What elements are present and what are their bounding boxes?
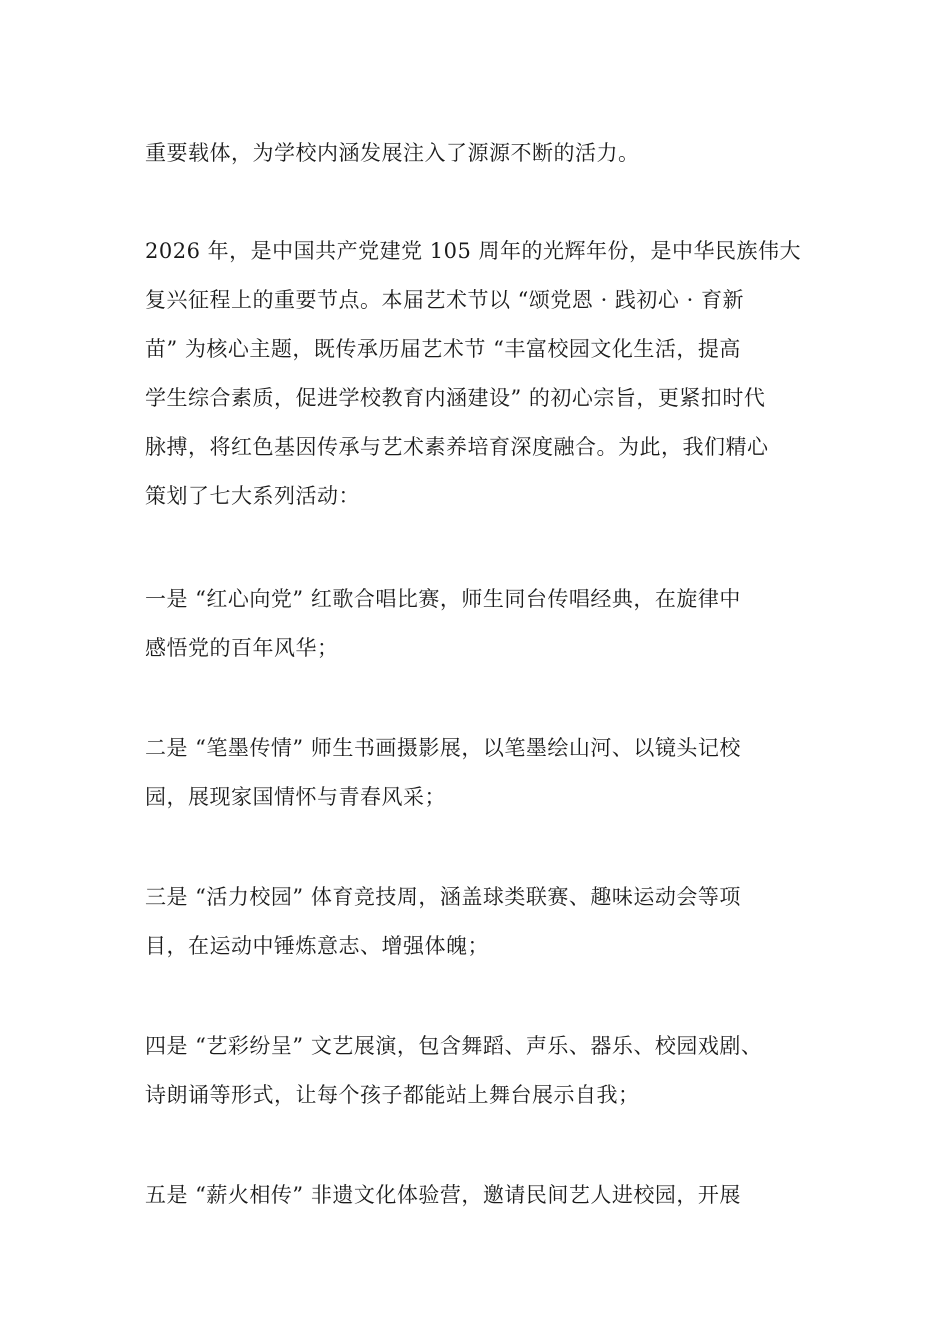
text-line: 感悟党的百年风华； [145,636,339,660]
text-line: 五是 “薪火相传” 非遗文化体验营，邀请民间艺人进校园，开展 [145,1183,741,1207]
paragraph-activity-2 [145,724,825,822]
text-line: 脉搏，将红色基因传承与艺术素养培育深度融合。为此，我们精心 [145,435,769,459]
text-line: 四是 “艺彩纷呈” 文艺展演，包含舞蹈、声乐、器乐、校园戏剧、 [145,1034,763,1058]
text-line: 目，在运动中锤炼意志、增强体魄； [145,934,489,958]
paragraph-theme [145,227,825,521]
text-line: 复兴征程上的重要节点。本届艺术节以 “颂党恩 · 践初心 · 育新 [145,288,744,312]
paragraph-activity-4 [145,1022,825,1120]
paragraph-activity-3 [145,873,825,971]
text-line: 2026 年，是中国共产党建党 105 周年的光辉年份，是中华民族伟大 [145,239,802,263]
text-line: 策划了七大系列活动： [145,484,360,508]
paragraph-activity-5 [145,1171,825,1220]
text-line: 诗朗诵等形式，让每个孩子都能站上舞台展示自我； [145,1083,640,1107]
paragraph-intro-tail [145,129,825,178]
text-line: 苗” 为核心主题，既传承历届艺术节 “丰富校园文化生活，提高 [145,337,741,361]
text-line: 一是 “红心向党” 红歌合唱比赛，师生同台传唱经典，在旋律中 [145,587,741,611]
text-line: 三是 “活力校园” 体育竞技周，涵盖球类联赛、趣味运动会等项 [145,885,741,909]
text-line: 二是 “笔墨传情” 师生书画摄影展，以笔墨绘山河、以镜头记校 [145,736,741,760]
text-line: 学生综合素质，促进学校教育内涵建设” 的初心宗旨，更紧扣时代 [145,386,766,410]
text-line: 园，展现家国情怀与青春风采； [145,785,446,809]
paragraph-activity-1 [145,575,825,673]
text-line: 重要载体，为学校内涵发展注入了源源不断的活力。 [145,141,640,165]
